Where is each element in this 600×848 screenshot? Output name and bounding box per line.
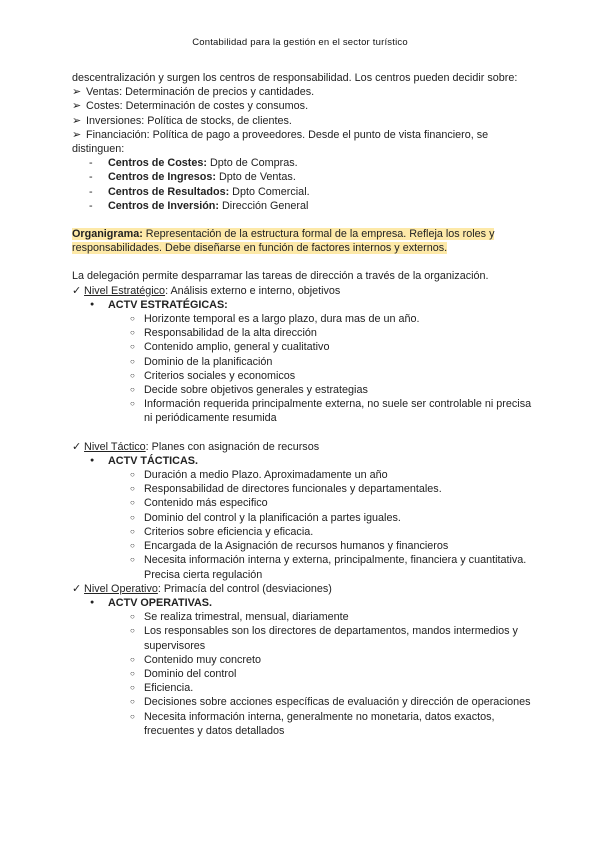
centro-value: Dpto de Compras. <box>207 157 298 170</box>
list-item: ○ Dominio del control <box>72 667 532 681</box>
nivel-desc: : Planes con asignación de recursos <box>145 440 320 453</box>
nivel-heading <box>72 284 532 298</box>
list-item: ○ Responsabilidad de directores funcionales y departamentales. <box>72 482 532 496</box>
arrow-icon: ➢ <box>72 86 82 99</box>
organigrama-label: Organigrama: <box>72 228 143 241</box>
page-header: Contabilidad para la gestión en el sector turístico <box>192 37 408 48</box>
intro-item-text: Ventas: Determinación de precios y cantidades. <box>86 86 315 99</box>
organigrama-highlight <box>72 228 494 254</box>
list-item: ○ Decide sobre objetivos generales y estrategias <box>72 383 532 397</box>
list-item: ○ Necesita información interna y externa, principalmente, financiera y cuantitativa. Precisa cierta regulación <box>72 553 532 581</box>
list-item: ○ Criterios sobre eficiencia y eficacia. <box>72 525 532 539</box>
intro-item-text: Financiación: Política de pago a proveedores. Desde el punto de vista financiero, se distinguen: <box>72 128 489 156</box>
delegacion-text: La delegación permite desparramar las tareas de dirección a través de la organización. <box>72 270 489 283</box>
list-item: ○ Horizonte temporal es a largo plazo, dura mas de un año. <box>72 312 532 326</box>
list-item <box>72 156 532 170</box>
centro-label: Centros de Costes: <box>108 157 207 170</box>
actv-heading: ● ACTV OPERATIVAS. <box>72 596 532 610</box>
arrow-icon: ➢ <box>72 128 82 141</box>
list-item: ○ Contenido muy concreto <box>72 653 532 667</box>
centro-value: Dirección General <box>219 199 309 212</box>
actv-list <box>72 312 532 426</box>
list-item: ○ Dominio del control y la planificación a partes iguales. <box>72 511 532 525</box>
actv-heading: ● ACTV ESTRATÉGICAS: <box>72 298 532 312</box>
list-item: ○ Contenido amplio, general y cualitativo <box>72 340 532 354</box>
intro-list <box>72 85 532 156</box>
actv-list <box>72 468 532 582</box>
intro-item-text: Costes: Determinación de costes y consumos. <box>86 100 309 113</box>
list-item: ○ Información requerida principalmente externa, no suele ser controlable ni precisa ni periódicamente resumida <box>72 397 532 425</box>
list-item <box>72 199 532 213</box>
centro-label: Centros de Inversión: <box>108 199 219 212</box>
list-item: ○ Se realiza trimestral, mensual, diariamente <box>72 610 532 624</box>
centro-label: Centros de Ingresos: <box>108 171 216 184</box>
list-item: ○ Contenido más especifico <box>72 496 532 510</box>
intro-item <box>72 128 532 156</box>
intro-item-text: Inversiones: Política de stocks, de clientes. <box>86 114 292 127</box>
list-item: ○ Responsabilidad de la alta dirección <box>72 326 532 340</box>
centro-value: Dpto de Ventas. <box>216 171 296 184</box>
centro-label: Centros de Resultados: <box>108 185 230 198</box>
nivel-heading <box>72 440 532 454</box>
list-item: ○ Encargada de la Asignación de recursos humanos y financieros <box>72 539 532 553</box>
arrow-icon: ➢ <box>72 114 82 127</box>
centro-value: Dpto Comercial. <box>229 185 310 198</box>
check-icon: ✓ <box>72 582 82 595</box>
actv-heading: ● ACTV TÁCTICAS. <box>72 454 532 468</box>
list-item <box>72 170 532 184</box>
nivel-heading <box>72 582 532 596</box>
list-item: ○ Duración a medio Plazo. Aproximadamente un año <box>72 468 532 482</box>
list-item: ○ Dominio de la planificación <box>72 355 532 369</box>
spacer <box>72 255 532 269</box>
intro-item <box>72 85 532 99</box>
check-icon: ✓ <box>72 284 82 297</box>
nivel-name: Nivel Táctico <box>84 440 146 453</box>
list-item: ○ Eficiencia. <box>72 681 532 695</box>
organigrama-text: Representación de la estructura formal de la empresa. Refleja los roles y responsabilidades. Debe diseñarse en función de factores internos y externos. <box>72 228 495 255</box>
nivel-desc: : Primacía del control (desviaciones) <box>157 582 332 595</box>
list-item: ○ Necesita información interna, generalmente no monetaria, datos exactos, frecuentes y datos detallados <box>72 710 532 738</box>
intro-item <box>72 114 532 128</box>
list-item: ○ Decisiones sobre acciones específicas de evaluación y dirección de operaciones <box>72 695 532 709</box>
nivel-desc: : Análisis externo e interno, objetivos <box>165 284 341 297</box>
centros-list <box>72 156 532 213</box>
intro-text: descentralización y surgen los centros de responsabilidad. Los centros pueden decidir sobre: <box>72 72 518 84</box>
organigrama-paragraph <box>72 227 532 255</box>
list-item: ○ Criterios sociales y economicos <box>72 369 532 383</box>
list-item: ○ Los responsables son los directores de departamentos, mandos intermedios y supervisores <box>72 624 532 652</box>
page-content <box>72 71 532 738</box>
spacer <box>72 426 532 440</box>
intro-item <box>72 99 532 113</box>
actv-list <box>72 610 532 738</box>
spacer <box>72 213 532 227</box>
nivel-name: Nivel Operativo <box>84 582 158 595</box>
check-icon: ✓ <box>72 440 82 453</box>
list-item <box>72 185 532 199</box>
nivel-name: Nivel Estratégico <box>84 284 166 297</box>
arrow-icon: ➢ <box>72 100 82 113</box>
